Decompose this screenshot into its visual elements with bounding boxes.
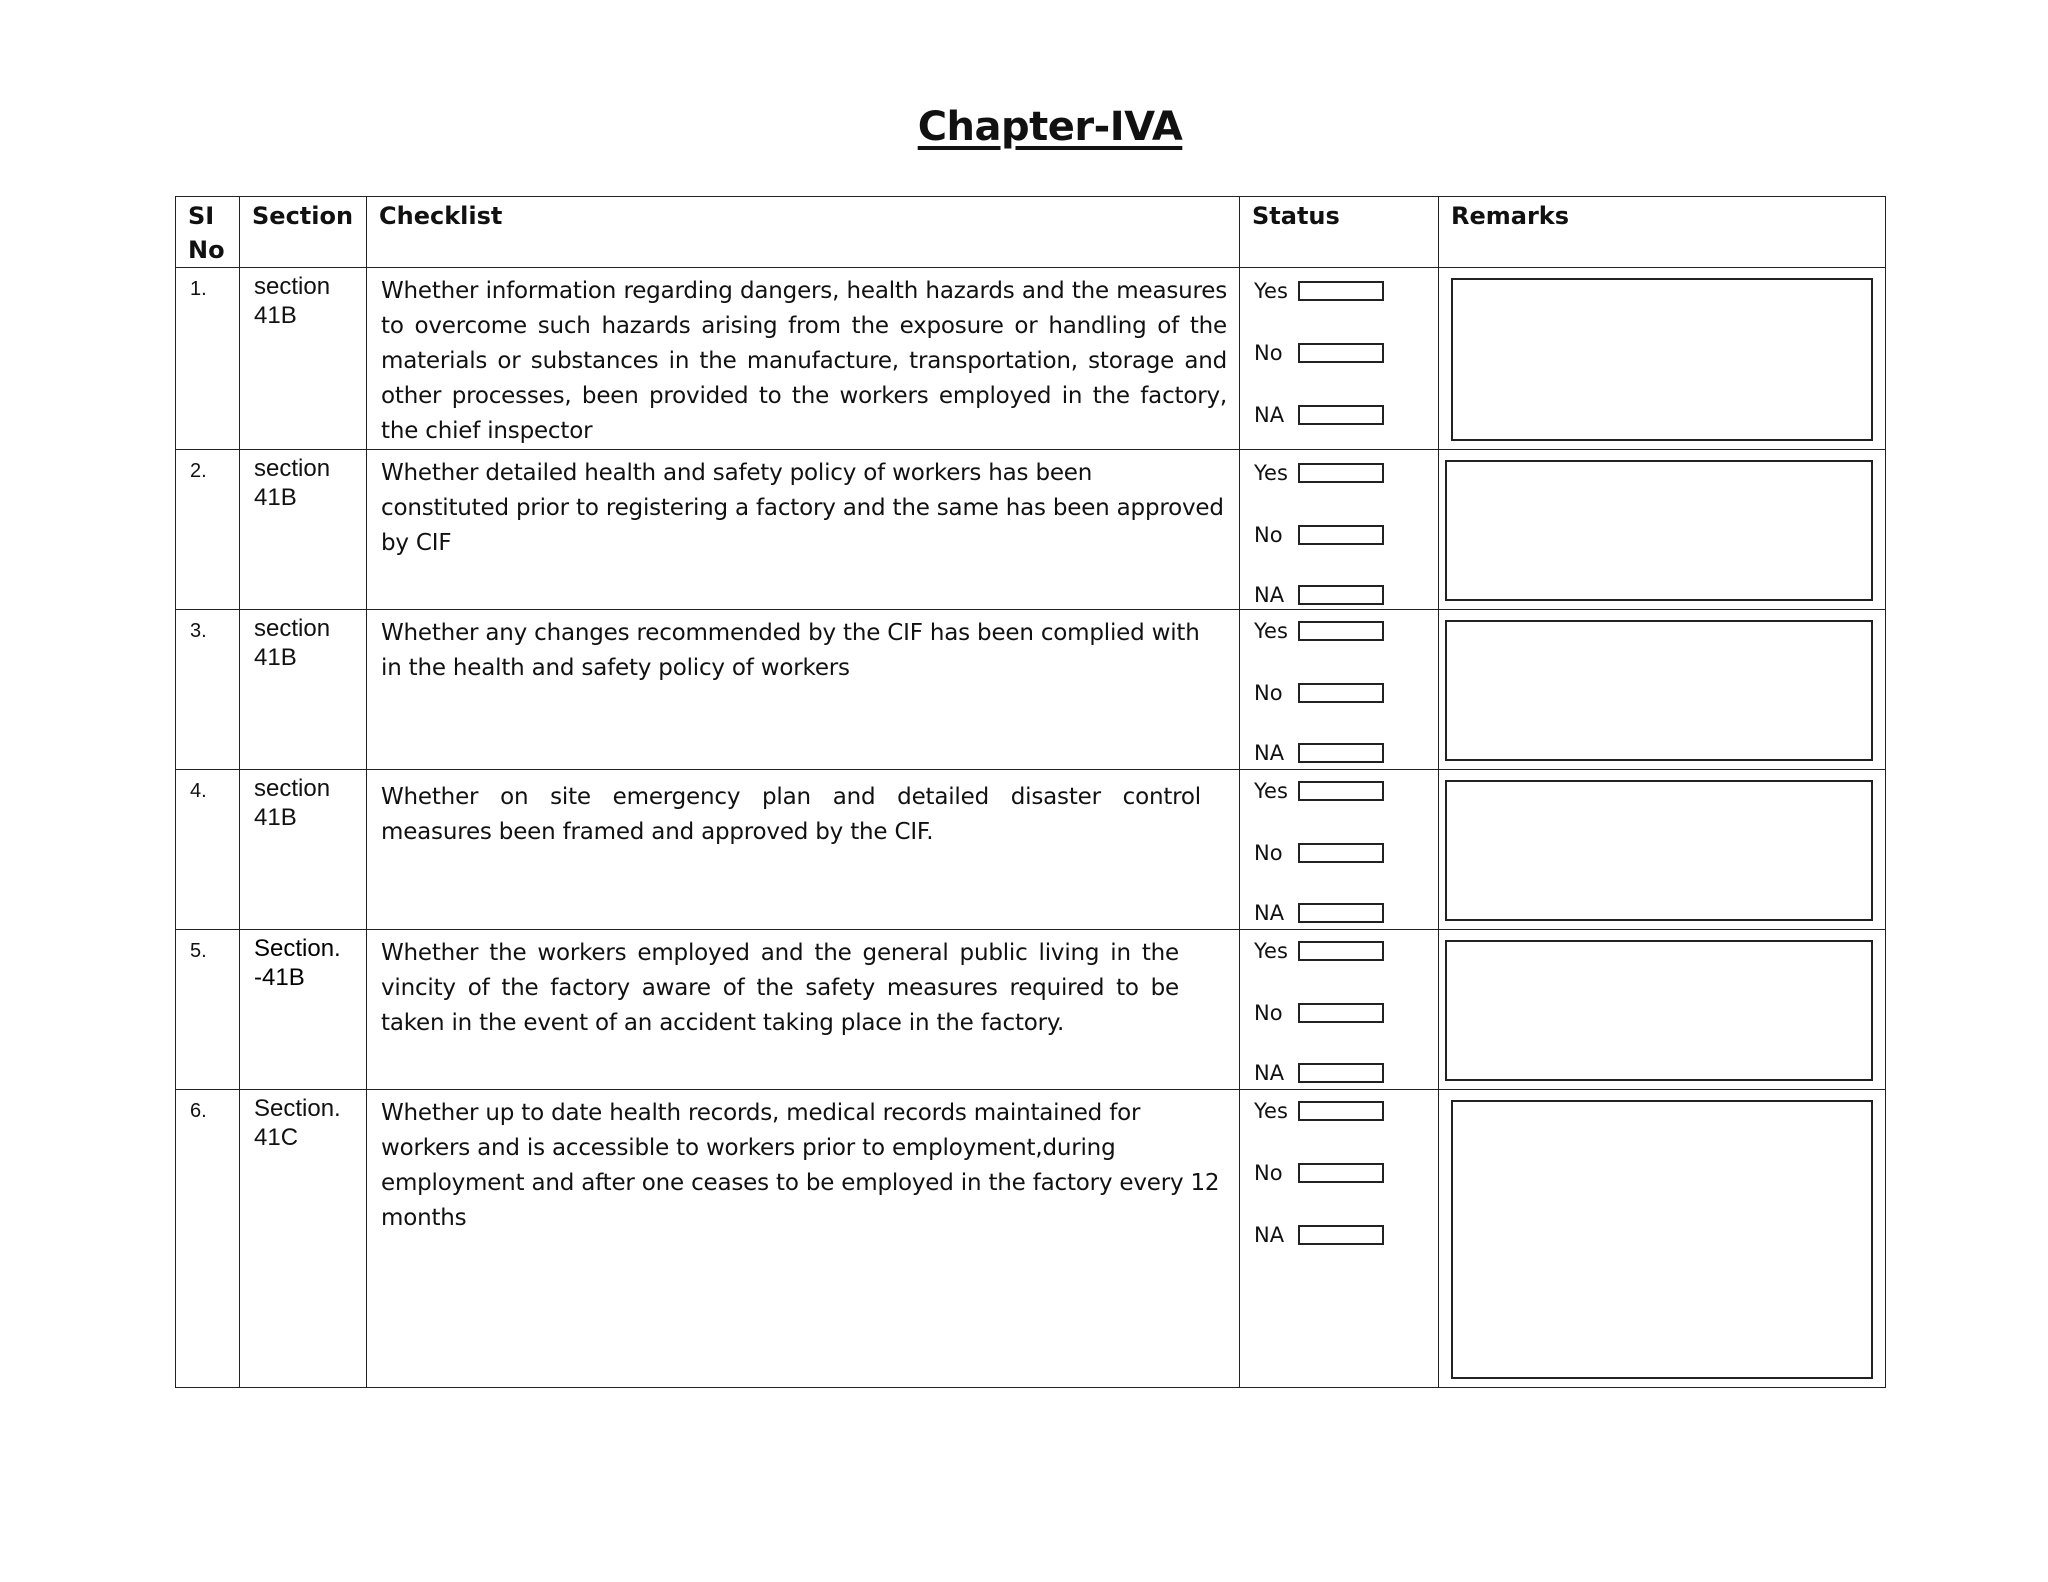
status-yes-checkbox[interactable] (1298, 781, 1384, 801)
row-remarks (1439, 770, 1886, 930)
status-na-label: NA (1254, 403, 1285, 427)
status-option-no[interactable] (1254, 840, 1384, 866)
status-yes-checkbox[interactable] (1298, 621, 1384, 641)
header-remarks: Remarks (1439, 197, 1886, 268)
status-yes-label: Yes (1254, 619, 1288, 643)
status-yes-checkbox[interactable] (1298, 463, 1384, 483)
remarks-input-box[interactable] (1445, 460, 1873, 601)
status-option-na[interactable] (1254, 900, 1384, 926)
status-option-yes[interactable] (1254, 1098, 1384, 1124)
remarks-input-box[interactable] (1445, 940, 1873, 1081)
status-na-checkbox[interactable] (1298, 1063, 1384, 1083)
row-section: section 41B (240, 450, 367, 610)
status-no-checkbox[interactable] (1298, 343, 1384, 363)
row-remarks (1439, 1090, 1886, 1388)
row-remarks (1439, 268, 1886, 450)
status-na-label: NA (1254, 741, 1285, 765)
table-row (176, 610, 1886, 770)
status-no-label: No (1254, 523, 1283, 547)
status-option-yes[interactable] (1254, 938, 1384, 964)
status-yes-label: Yes (1254, 461, 1288, 485)
status-option-yes[interactable] (1254, 618, 1384, 644)
row-section: section 41B (240, 770, 367, 930)
row-checklist-text: Whether any changes recommended by the CIF has been complied with in the health and safety policy of workers (367, 610, 1240, 770)
status-option-na[interactable] (1254, 402, 1384, 428)
row-remarks (1439, 930, 1886, 1090)
status-no-label: No (1254, 1001, 1283, 1025)
row-status (1240, 610, 1439, 770)
status-yes-label: Yes (1254, 939, 1288, 963)
row-status (1240, 930, 1439, 1090)
status-no-checkbox[interactable] (1298, 1003, 1384, 1023)
row-section: section 41B (240, 610, 367, 770)
table-row (176, 930, 1886, 1090)
status-na-label: NA (1254, 583, 1285, 607)
status-option-yes[interactable] (1254, 278, 1384, 304)
status-na-label: NA (1254, 901, 1285, 925)
status-option-na[interactable] (1254, 1222, 1384, 1248)
row-status (1240, 450, 1439, 610)
table-header-row (176, 197, 1886, 268)
status-option-yes[interactable] (1254, 460, 1384, 486)
status-no-label: No (1254, 341, 1283, 365)
status-na-checkbox[interactable] (1298, 743, 1384, 763)
row-checklist-text: Whether information regarding dangers, health hazards and the measures to overcome such hazards arising from the exposure or handling of the materials or substances in the manufacture, transportation, storage and other processes, been provided to the workers employed in the factory, the chief inspector (367, 268, 1240, 450)
status-yes-label: Yes (1254, 279, 1288, 303)
table-row (176, 770, 1886, 930)
row-status (1240, 1090, 1439, 1388)
row-sl-no: 2. (176, 450, 240, 610)
status-option-no[interactable] (1254, 340, 1384, 366)
row-status (1240, 268, 1439, 450)
status-option-no[interactable] (1254, 522, 1384, 548)
row-sl-no: 1. (176, 268, 240, 450)
status-no-label: No (1254, 681, 1283, 705)
row-remarks (1439, 450, 1886, 610)
status-option-no[interactable] (1254, 680, 1384, 706)
status-yes-label: Yes (1254, 779, 1288, 803)
row-section: Section. 41C (240, 1090, 367, 1388)
status-no-label: No (1254, 1161, 1283, 1185)
status-option-no[interactable] (1254, 1000, 1384, 1026)
status-na-label: NA (1254, 1223, 1285, 1247)
status-na-checkbox[interactable] (1298, 585, 1384, 605)
row-sl-no: 3. (176, 610, 240, 770)
remarks-input-box[interactable] (1451, 278, 1873, 441)
status-option-yes[interactable] (1254, 778, 1384, 804)
header-section: Section (240, 197, 367, 268)
header-status: Status (1240, 197, 1439, 268)
status-yes-checkbox[interactable] (1298, 1101, 1384, 1121)
remarks-input-box[interactable] (1445, 780, 1873, 921)
status-no-checkbox[interactable] (1298, 683, 1384, 703)
status-no-label: No (1254, 841, 1283, 865)
status-option-no[interactable] (1254, 1160, 1384, 1186)
row-status (1240, 770, 1439, 930)
header-checklist: Checklist (367, 197, 1240, 268)
status-na-checkbox[interactable] (1298, 1225, 1384, 1245)
status-na-label: NA (1254, 1061, 1285, 1085)
remarks-input-box[interactable] (1451, 1100, 1873, 1379)
row-checklist-text: Whether up to date health records, medical records maintained for workers and is accessible to workers prior to employment,during employment and after one ceases to be employed in the factory every 12 months (367, 1090, 1240, 1388)
row-section: Section. -41B (240, 930, 367, 1090)
row-sl-no: 6. (176, 1090, 240, 1388)
status-yes-checkbox[interactable] (1298, 941, 1384, 961)
page-title: Chapter-IVA (917, 104, 1183, 150)
status-yes-label: Yes (1254, 1099, 1288, 1123)
table-row (176, 268, 1886, 450)
status-na-checkbox[interactable] (1298, 405, 1384, 425)
row-section: section 41B (240, 268, 367, 450)
row-checklist-text: Whether detailed health and safety policy of workers has been constituted prior to registering a factory and the same has been approved by CIF (367, 450, 1240, 610)
row-checklist-text: Whether on site emergency plan and detailed disaster control measures been framed and approved by the CIF. (367, 770, 1240, 930)
status-no-checkbox[interactable] (1298, 1163, 1384, 1183)
row-remarks (1439, 610, 1886, 770)
status-option-na[interactable] (1254, 1060, 1384, 1086)
status-yes-checkbox[interactable] (1298, 281, 1384, 301)
header-sl-no: SI No (176, 197, 240, 268)
status-na-checkbox[interactable] (1298, 903, 1384, 923)
remarks-input-box[interactable] (1445, 620, 1873, 761)
checklist-table (175, 196, 1886, 1388)
row-sl-no: 4. (176, 770, 240, 930)
table-row (176, 1090, 1886, 1388)
status-no-checkbox[interactable] (1298, 843, 1384, 863)
table-row (176, 450, 1886, 610)
row-checklist-text: Whether the workers employed and the general public living in the vincity of the factory aware of the safety measures required to be taken in the event of an accident taking place in the factory. (367, 930, 1240, 1090)
status-option-na[interactable] (1254, 582, 1384, 608)
status-option-na[interactable] (1254, 740, 1384, 766)
row-sl-no: 5. (176, 930, 240, 1090)
status-no-checkbox[interactable] (1298, 525, 1384, 545)
